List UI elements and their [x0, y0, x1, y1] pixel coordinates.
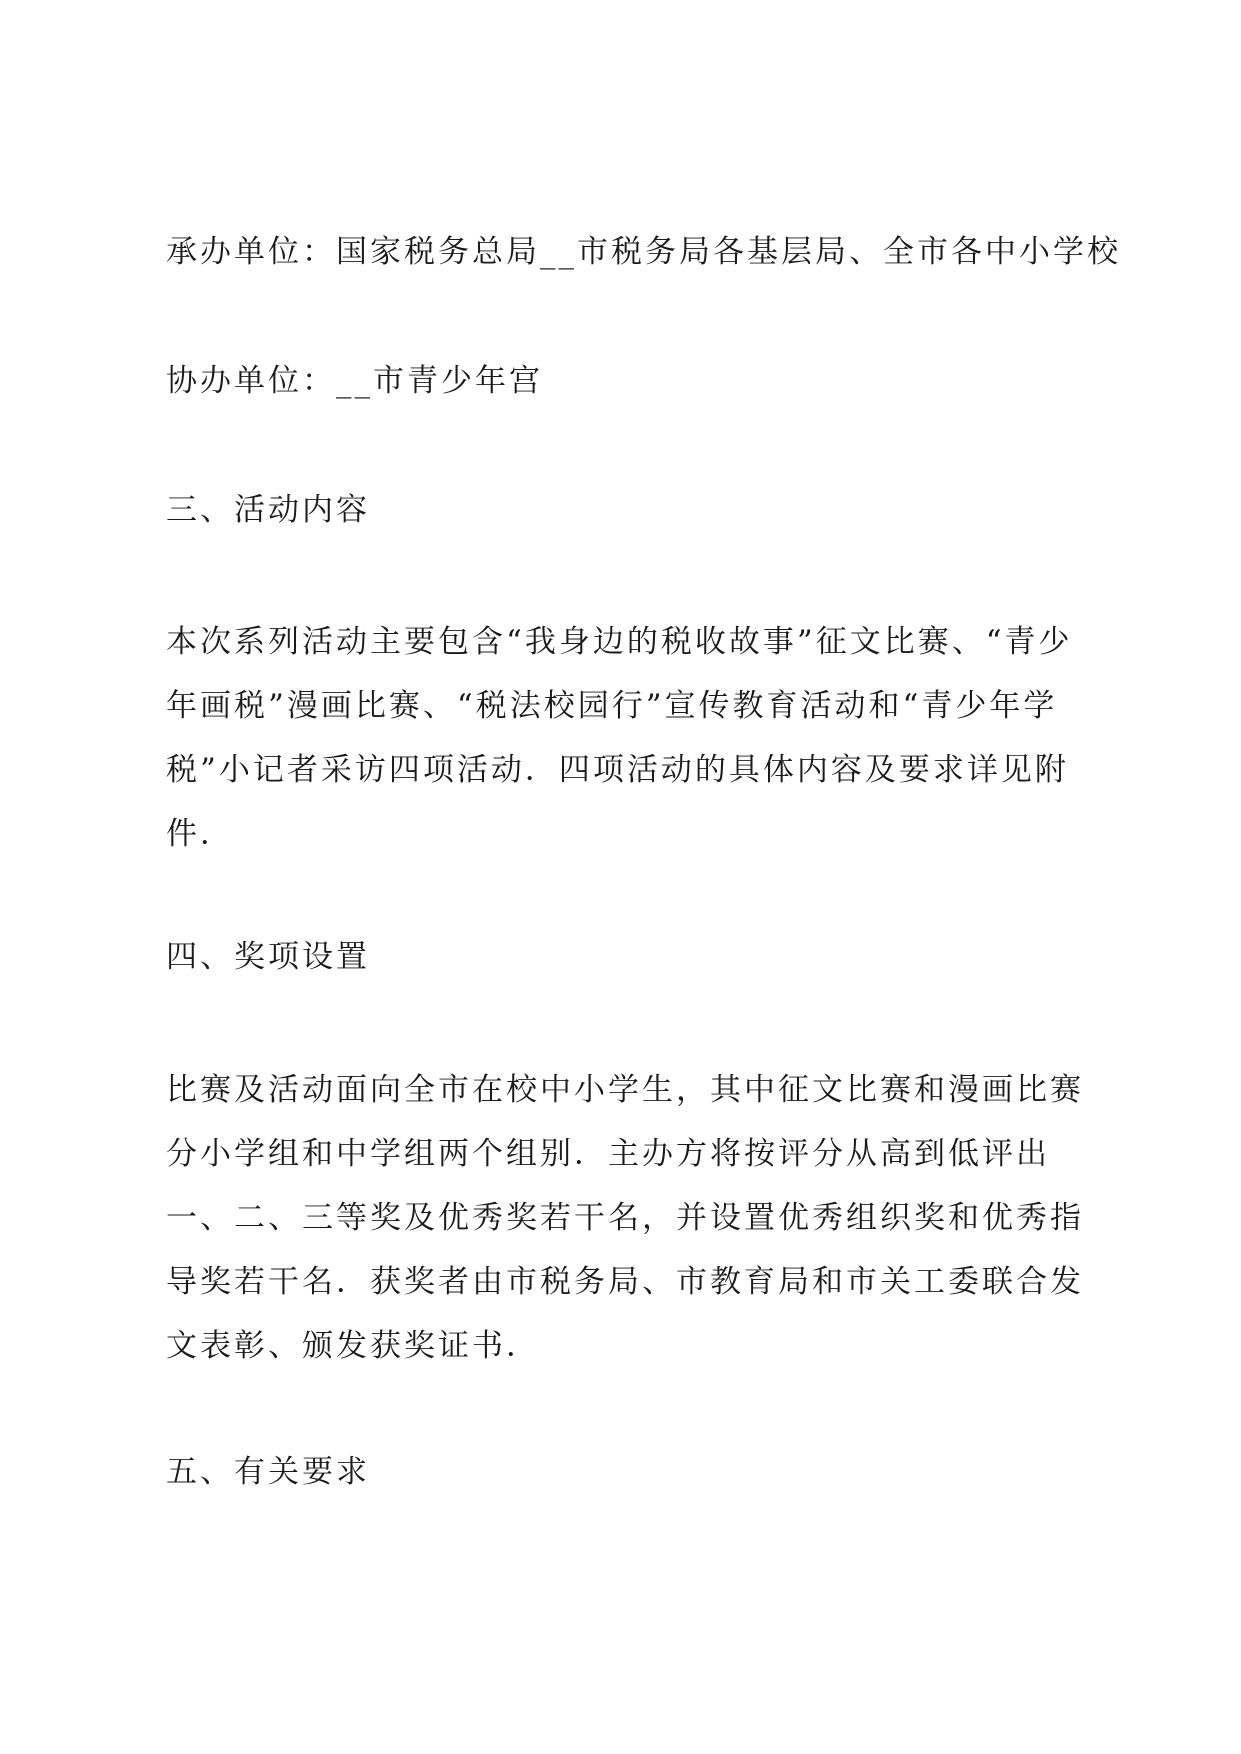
section-4-heading: 四、奖项设置 [166, 939, 370, 975]
section-3-heading: 三、活动内容 [166, 492, 370, 528]
section-5-heading: 五、有关要求 [166, 1454, 370, 1490]
co-organizer-line: 协办单位：__市青少年宫 [166, 363, 543, 399]
organizer-line: 承办单位：国家税务总局__市税务局各基层局、全市各中小学校 [166, 234, 1121, 270]
section-4-body: 比赛及活动面向全市在校中小学生，其中征文比赛和漫画比赛分小学组和中学组两个组别．主办方将按评分从高到低评出一、二、三等奖及优秀奖若干名，并设置优秀组织奖和优秀指导奖若干名．获奖者由市税务局、市教育局和市关工委联合发文表彰、颁发获奖证书． [166, 1072, 1084, 1364]
section-3-body: 本次系列活动主要包含“我身边的税收故事”征文比赛、“青少年画税”漫画比赛、“税法校园行”宣传教育活动和“青少年学税”小记者采访四项活动．四项活动的具体内容及要求详见附件． [166, 624, 1073, 852]
